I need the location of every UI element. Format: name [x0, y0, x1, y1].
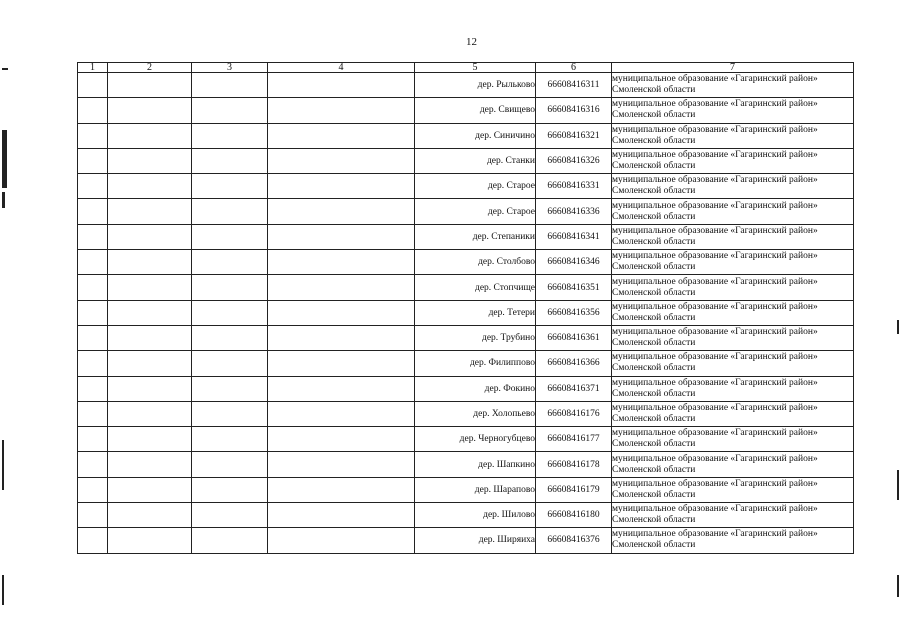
empty-cell: [192, 250, 268, 275]
empty-cell: [78, 528, 108, 553]
empty-cell: [268, 250, 415, 275]
table-row: [78, 250, 854, 275]
column-header: 6: [536, 63, 612, 73]
owner-line-2: Смоленской области: [612, 414, 696, 424]
settlement-name: дер. Столбово: [415, 250, 536, 275]
settlement-code: 66608416321: [536, 123, 612, 148]
owner-cell: [612, 300, 854, 325]
empty-cell: [192, 199, 268, 224]
empty-cell: [78, 351, 108, 376]
owner-cell: [612, 401, 854, 426]
settlement-name: дер. Степаники: [415, 224, 536, 249]
table-row: [78, 123, 854, 148]
owner-cell: [612, 199, 854, 224]
owner-cell: [612, 427, 854, 452]
empty-cell: [108, 528, 192, 553]
settlement-name: дер. Старое: [415, 174, 536, 199]
table-row: [78, 452, 854, 477]
settlement-code: 66608416356: [536, 300, 612, 325]
empty-cell: [192, 98, 268, 123]
empty-cell: [108, 73, 192, 98]
settlements-table: [77, 62, 854, 554]
owner-line-2: Смоленской области: [612, 312, 696, 323]
owner-line-2: Смоленской области: [612, 363, 696, 374]
settlement-name: дер. Шилово: [415, 503, 536, 528]
settlement-name: дер. Станки: [415, 148, 536, 173]
owner-line-2: Смоленской области: [612, 540, 696, 551]
empty-cell: [78, 98, 108, 123]
owner-line-1: муниципальное образование «Гагаринский район»: [612, 251, 818, 262]
table-row: [78, 199, 854, 224]
owner-line-2: Смоленской области: [612, 186, 696, 197]
empty-cell: [268, 148, 415, 173]
settlement-code: 66608416331: [536, 174, 612, 199]
settlement-code: 66608416180: [536, 503, 612, 528]
empty-cell: [108, 503, 192, 528]
empty-cell: [78, 275, 108, 300]
owner-line-2: Смоленской области: [612, 464, 696, 475]
owner-line-2: Смоленской области: [612, 236, 696, 247]
empty-cell: [78, 73, 108, 98]
table-row: [78, 376, 854, 401]
empty-cell: [78, 401, 108, 426]
empty-cell: [268, 224, 415, 249]
owner-line-2: Смоленской области: [612, 439, 696, 450]
empty-cell: [192, 351, 268, 376]
owner-line-1: муниципальное образование «Гагаринский район»: [612, 403, 818, 413]
owner-line-2: Смоленской области: [612, 211, 696, 222]
owner-cell: [612, 250, 854, 275]
empty-cell: [108, 250, 192, 275]
settlement-code: 66608416179: [536, 477, 612, 502]
owner-line-1: муниципальное образование «Гагаринский район»: [612, 150, 818, 161]
settlement-code: 66608416351: [536, 275, 612, 300]
empty-cell: [108, 199, 192, 224]
empty-cell: [108, 224, 192, 249]
column-header: 1: [78, 63, 108, 73]
column-header: 5: [415, 63, 536, 73]
column-header: 4: [268, 63, 415, 73]
owner-line-1: муниципальное образование «Гагаринский район»: [612, 99, 818, 110]
empty-cell: [268, 503, 415, 528]
owner-line-1: муниципальное образование «Гагаринский район»: [612, 352, 818, 363]
owner-line-2: Смоленской области: [612, 85, 696, 96]
table-header-row: [78, 63, 854, 73]
table-row: [78, 401, 854, 426]
owner-line-2: Смоленской области: [612, 515, 696, 526]
empty-cell: [78, 325, 108, 350]
owner-line-1: муниципальное образование «Гагаринский район»: [612, 478, 818, 489]
owner-cell: [612, 174, 854, 199]
settlement-name: дер. Рыльково: [415, 73, 536, 98]
table-row: [78, 300, 854, 325]
empty-cell: [268, 275, 415, 300]
empty-cell: [192, 224, 268, 249]
owner-line-1: муниципальное образование «Гагаринский район»: [612, 301, 818, 312]
owner-cell: [612, 224, 854, 249]
table-row: [78, 148, 854, 173]
empty-cell: [78, 427, 108, 452]
empty-cell: [108, 325, 192, 350]
owner-cell: [612, 452, 854, 477]
empty-cell: [108, 351, 192, 376]
settlement-code: 66608416371: [536, 376, 612, 401]
owner-line-2: Смоленской области: [612, 388, 696, 399]
table-row: [78, 351, 854, 376]
empty-cell: [192, 123, 268, 148]
owner-line-1: муниципальное образование «Гагаринский район»: [612, 529, 818, 540]
empty-cell: [108, 174, 192, 199]
settlement-name: дер. Синичино: [415, 123, 536, 148]
empty-cell: [78, 174, 108, 199]
empty-cell: [78, 376, 108, 401]
empty-cell: [108, 452, 192, 477]
owner-line-1: муниципальное образование «Гагаринский район»: [612, 276, 818, 287]
empty-cell: [268, 401, 415, 426]
settlement-code: 66608416316: [536, 98, 612, 123]
owner-line-2: Смоленской области: [612, 287, 696, 298]
owner-cell: [612, 325, 854, 350]
empty-cell: [108, 477, 192, 502]
owner-line-1: муниципальное образование «Гагаринский район»: [612, 225, 818, 236]
empty-cell: [108, 427, 192, 452]
column-header: 2: [108, 63, 192, 73]
owner-line-1: муниципальное образование «Гагаринский район»: [612, 428, 818, 439]
empty-cell: [192, 427, 268, 452]
empty-cell: [78, 503, 108, 528]
table-row: [78, 528, 854, 553]
empty-cell: [192, 477, 268, 502]
empty-cell: [192, 174, 268, 199]
empty-cell: [192, 275, 268, 300]
owner-line-1: муниципальное образование «Гагаринский район»: [612, 200, 818, 211]
settlement-name: дер. Старое: [415, 199, 536, 224]
owner-cell: [612, 503, 854, 528]
owner-cell: [612, 148, 854, 173]
owner-line-1: муниципальное образование «Гагаринский район»: [612, 377, 818, 388]
owner-line-2: Смоленской области: [612, 161, 696, 172]
owner-line-2: Смоленской области: [612, 489, 696, 500]
table-row: [78, 325, 854, 350]
empty-cell: [268, 300, 415, 325]
owner-line-1: муниципальное образование «Гагаринский район»: [612, 74, 818, 85]
settlement-name: дер. Свищево: [415, 98, 536, 123]
settlement-code: 66608416326: [536, 148, 612, 173]
owner-line-2: Смоленской области: [612, 262, 696, 273]
table-row: [78, 427, 854, 452]
empty-cell: [108, 98, 192, 123]
empty-cell: [268, 199, 415, 224]
empty-cell: [192, 148, 268, 173]
empty-cell: [268, 123, 415, 148]
empty-cell: [192, 528, 268, 553]
table-row: [78, 174, 854, 199]
settlement-name: дер. Стопчище: [415, 275, 536, 300]
settlement-code: 66608416176: [536, 401, 612, 426]
settlement-name: дер. Ширяиха: [415, 528, 536, 553]
empty-cell: [192, 376, 268, 401]
owner-cell: [612, 351, 854, 376]
settlement-name: дер. Шапкино: [415, 452, 536, 477]
settlement-code: 66608416311: [536, 73, 612, 98]
empty-cell: [108, 376, 192, 401]
settlement-code: 66608416361: [536, 325, 612, 350]
empty-cell: [108, 148, 192, 173]
empty-cell: [78, 300, 108, 325]
empty-cell: [192, 73, 268, 98]
empty-cell: [78, 123, 108, 148]
owner-cell: [612, 528, 854, 553]
owner-cell: [612, 376, 854, 401]
settlement-code: 66608416376: [536, 528, 612, 553]
empty-cell: [78, 250, 108, 275]
settlement-code: 66608416336: [536, 199, 612, 224]
owner-line-1: муниципальное образование «Гагаринский район»: [612, 453, 818, 464]
empty-cell: [78, 224, 108, 249]
settlement-name: дер. Фокино: [415, 376, 536, 401]
owner-line-2: Смоленской области: [612, 110, 696, 121]
empty-cell: [192, 325, 268, 350]
owner-line-1: муниципальное образование «Гагаринский район»: [612, 327, 818, 338]
settlement-code: 66608416366: [536, 351, 612, 376]
empty-cell: [268, 351, 415, 376]
owner-line-1: муниципальное образование «Гагаринский район»: [612, 175, 818, 186]
empty-cell: [268, 427, 415, 452]
column-header: 3: [192, 63, 268, 73]
owner-cell: [612, 98, 854, 123]
empty-cell: [268, 73, 415, 98]
owner-cell: [612, 477, 854, 502]
empty-cell: [78, 148, 108, 173]
empty-cell: [268, 452, 415, 477]
table-row: [78, 477, 854, 502]
settlement-name: дер. Холопьево: [415, 401, 536, 426]
empty-cell: [268, 174, 415, 199]
empty-cell: [108, 401, 192, 426]
owner-cell: [612, 123, 854, 148]
settlement-name: дер. Трубино: [415, 325, 536, 350]
settlement-name: дер. Шарапово: [415, 477, 536, 502]
owner-cell: [612, 73, 854, 98]
empty-cell: [192, 401, 268, 426]
page-number: 12: [466, 36, 477, 48]
empty-cell: [78, 477, 108, 502]
owner-line-2: Смоленской области: [612, 135, 696, 146]
empty-cell: [268, 528, 415, 553]
table-row: [78, 503, 854, 528]
owner-line-2: Смоленской области: [612, 338, 696, 349]
empty-cell: [192, 300, 268, 325]
table-row: [78, 224, 854, 249]
empty-cell: [268, 477, 415, 502]
settlement-code: 66608416177: [536, 427, 612, 452]
empty-cell: [192, 452, 268, 477]
table-row: [78, 73, 854, 98]
settlement-name: дер. Филиппово: [415, 351, 536, 376]
owner-line-1: муниципальное образование «Гагаринский район»: [612, 504, 818, 515]
empty-cell: [78, 199, 108, 224]
empty-cell: [108, 300, 192, 325]
table-row: [78, 98, 854, 123]
empty-cell: [192, 503, 268, 528]
settlement-code: 66608416341: [536, 224, 612, 249]
empty-cell: [78, 452, 108, 477]
owner-cell: [612, 275, 854, 300]
empty-cell: [108, 123, 192, 148]
table-row: [78, 275, 854, 300]
settlement-code: 66608416178: [536, 452, 612, 477]
empty-cell: [268, 98, 415, 123]
owner-line-1: муниципальное образование «Гагаринский район»: [612, 124, 818, 135]
column-header: 7: [612, 63, 854, 73]
empty-cell: [108, 275, 192, 300]
settlement-code: 66608416346: [536, 250, 612, 275]
empty-cell: [268, 376, 415, 401]
settlement-name: дер. Тетери: [415, 300, 536, 325]
settlement-name: дер. Черногубцево: [415, 427, 536, 452]
empty-cell: [268, 325, 415, 350]
